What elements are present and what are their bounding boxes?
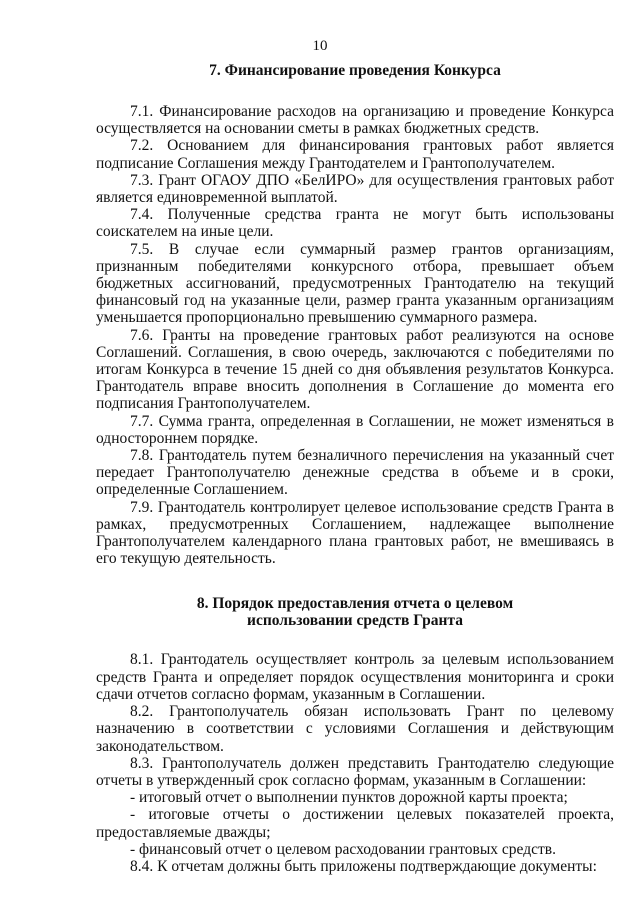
section-7-title: 7. Финансирование проведения Конкурса bbox=[209, 62, 501, 79]
paragraph-7-3: 7.3. Грант ОГАОУ ДПО «БелИРО» для осуществления грантовых работ является единовременной выплатой. bbox=[96, 171, 614, 207]
report-list-item: - финансовый отчет о целевом расходовании грантовых средств. bbox=[130, 840, 556, 858]
report-list-item: - итоговый отчет о выполнении пунктов дорожной карты проекта; bbox=[130, 789, 568, 807]
section-8-title bbox=[96, 595, 614, 629]
paragraph-7-5: 7.5. В случае если суммарный размер грантов организациям, признанным победителями конкурсного отбора, превышает объем бюджетных ассигнований, предусмотренных Грантодателю на текущий финансовый год на указанные цели, размер гранта указанным организациям уменьшается пропорционально превышению суммарного размера. bbox=[96, 240, 614, 327]
section-8-title-line-1: 8. Порядок предоставления отчета о целевом bbox=[196, 595, 514, 613]
paragraph-7-9: 7.9. Грантодатель контролирует целевое использование средств Гранта в рамках, предусмотренных Соглашением, надлежащее выполнение Грантополучателем календарного плана грантовых работ, не вмешиваясь в его текущую деятельность. bbox=[96, 498, 614, 568]
page-number: 10 bbox=[312, 38, 328, 54]
paragraph-7-1: 7.1. Финансирование расходов на организацию и проведение Конкурса осуществляется на основании сметы в рамках бюджетных средств. bbox=[96, 103, 614, 138]
paragraph-7-2: 7.2. Основанием для финансирования грантовых работ является подписание Соглашения между Грантодателем и Грантополучателем. bbox=[96, 137, 614, 172]
paragraph-7-4: 7.4. Полученные средства гранта не могут быть использованы соискателем на иные цели. bbox=[96, 206, 614, 241]
section-8-title-line-2: использовании средств Гранта bbox=[247, 612, 463, 630]
paragraph-8-4: 8.4. К отчетам должны быть приложены подтверждающие документы: bbox=[130, 857, 597, 875]
paragraph-8-3: 8.3. Грантополучатель должен представить Грантодателю следующие отчеты в утвержденный срок согласно формам, указанным в Соглашении: bbox=[96, 754, 614, 789]
document-body bbox=[96, 62, 614, 875]
paragraph-7-7: 7.7. Сумма гранта, определенная в Соглашении, не может изменяться в одностороннем порядке. bbox=[96, 412, 614, 447]
report-list-item: - итоговые отчеты о достижении целевых показателей проекта, предоставляемые дважды; bbox=[96, 806, 614, 841]
paragraph-8-1: 8.1. Грантодатель осуществляет контроль за целевым использованием средств Гранта и определяет порядок осуществления мониторинга и сроки сдачи отчетов согласно формам, указанным в Соглашении. bbox=[96, 651, 614, 703]
paragraph-8-2: 8.2. Грантополучатель обязан использовать Грант по целевому назначению в соответствии с условиями Соглашения и действующим законодательством. bbox=[96, 703, 614, 755]
paragraph-7-8: 7.8. Грантодатель путем безналичного перечисления на указанный счет передает Грантополучателю денежные средства в объеме и в сроки, определенные Соглашением. bbox=[96, 447, 614, 499]
paragraph-7-6: 7.6. Гранты на проведение грантовых работ реализуются на основе Соглашений. Соглашения, в свою очередь, заключаются с победителями по итогам Конкурса в течение 15 дней со дня объявления результатов Конкурса. Грантодатель вправе вносить дополнения в Соглашение до момента его подписания Грантополучателем. bbox=[96, 326, 614, 413]
